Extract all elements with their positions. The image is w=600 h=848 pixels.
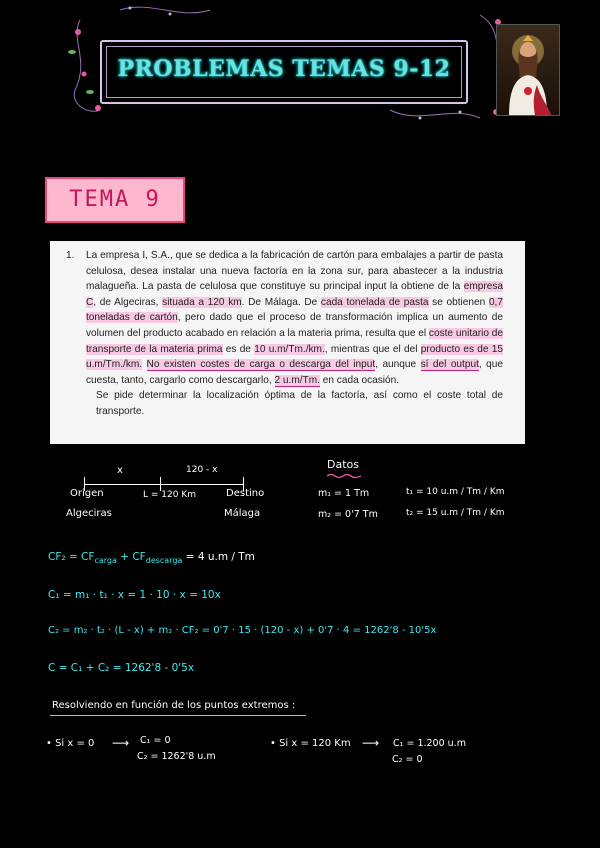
datos-m2: m₂ = 0'7 Tm	[318, 509, 378, 520]
problem-text-segment: . De Málaga. De	[241, 296, 321, 308]
cf2-lhs: CF₂ = CF	[48, 551, 95, 563]
highlighted-text: situada a 120 km	[162, 296, 242, 308]
highlighted-text: cada tonelada de pasta	[320, 296, 429, 308]
highlighted-text: 2 u.m/Tm.	[274, 374, 320, 386]
problem-text	[86, 248, 503, 388]
case2-c2: C₂ = 0	[392, 754, 423, 765]
case1-c1: C₁ = 0	[140, 735, 171, 746]
problem-text-segment: , mientras que el del	[324, 343, 421, 355]
datos-title: Datos	[327, 458, 359, 471]
problem-text-segment: , aunque	[375, 359, 421, 371]
equation-c1: C₁ = m₁ · t₁ · x = 1 · 10 · x = 10x	[48, 589, 221, 601]
diagram-label-x: x	[117, 465, 123, 476]
problem-statement	[50, 241, 525, 444]
problem-text-segment: en cada ocasión.	[319, 374, 400, 386]
highlighted-text: 0,7 toneladas de cartón	[86, 296, 503, 324]
problem-text-segment: es de	[222, 343, 255, 355]
resolution-heading: Resolviendo en función de los puntos extremos :	[52, 700, 296, 711]
highlighted-text: producto es de 15 u.m/Tm./km.	[86, 343, 503, 371]
resolution-underline	[50, 715, 306, 716]
diagram-label-rest: 120 - x	[186, 465, 218, 475]
cf2-carga: carga	[94, 556, 117, 566]
problem-text-segment: La empresa I, S.A., que se dedica a la fabricación de cartón para embalajes a partir de pasta celulosa, desea instalar una nueva factoría en la zona sur, para abastecer a la industria malagueña. La pasta de celulosa que constituye su principal input la obtiene de la	[86, 250, 503, 293]
page-title: PROBLEMAS TEMAS 9-12	[117, 56, 451, 82]
origin-city: Algeciras	[66, 508, 112, 519]
origin-label: Origen	[70, 488, 104, 499]
problem-text-segment: se obtienen	[428, 296, 489, 308]
problem-text-segment: , pero dado que el proceso de transformación implica un aumento de volumen del producto acabado en relación a la materia prima, resulta que el	[86, 312, 504, 339]
case2-c1: C₁ = 1.200 u.m	[393, 738, 466, 749]
problem-text-segment: , que cuesta, tanto, cargarlo como descargarlo,	[86, 359, 503, 386]
distance-line	[84, 484, 244, 485]
case2-arrow: ⟶	[362, 736, 380, 750]
sacred-heart-icon	[497, 25, 559, 115]
case1-arrow: ⟶	[112, 736, 130, 750]
cf2-plus: + CF	[116, 551, 146, 563]
case1-condition: • Si x = 0	[46, 738, 95, 749]
section-label: TEMA 9	[69, 187, 161, 212]
tick-point	[160, 477, 161, 491]
highlighted-text: empresa C	[86, 281, 503, 308]
destination-city: Málaga	[224, 508, 261, 519]
datos-t2: t₂ = 15 u.m / Tm / Km	[406, 508, 505, 518]
problem-number: 1.	[66, 250, 75, 261]
case1-c2: C₂ = 1262'8 u.m	[137, 751, 216, 762]
case2-condition: • Si x = 120 Km	[270, 738, 351, 749]
problem-question: Se pide determinar la localización óptima de la factoría, así como el coste total de transporte.	[96, 390, 503, 417]
highlighted-text: sí del output	[420, 359, 479, 371]
datos-t1: t₁ = 10 u.m / Tm / Km	[406, 487, 505, 497]
equation-c: C = C₁ + C₂ = 1262'8 - 0'5x	[48, 662, 195, 674]
problem-text-segment	[142, 359, 146, 370]
datos-underline	[326, 473, 362, 479]
cf2-result: = 4 u.m / Tm	[182, 551, 255, 563]
destination-label: Destino	[226, 488, 265, 499]
portrait-image	[496, 24, 560, 116]
highlighted-text: 10 u.m/Tm./km.	[254, 343, 325, 355]
problem-text-segment: , de Algeciras,	[93, 296, 163, 308]
equation-c2: C₂ = m₂ · t₂ · (L - x) + m₂ · CF₂ = 0'7 · 15 · (120 - x) + 0'7 · 4 = 1262'8 - 10'5x	[48, 625, 437, 636]
equation-cf2	[48, 551, 255, 565]
datos-m1: m₁ = 1 Tm	[318, 488, 370, 499]
cf2-descarga: descarga	[145, 556, 183, 566]
highlighted-text: No existen costes de carga o descarga del input	[146, 359, 376, 371]
point-label: L = 120 Km	[143, 490, 196, 500]
highlighted-text: coste unitario de transporte de la materia prima	[86, 327, 504, 355]
